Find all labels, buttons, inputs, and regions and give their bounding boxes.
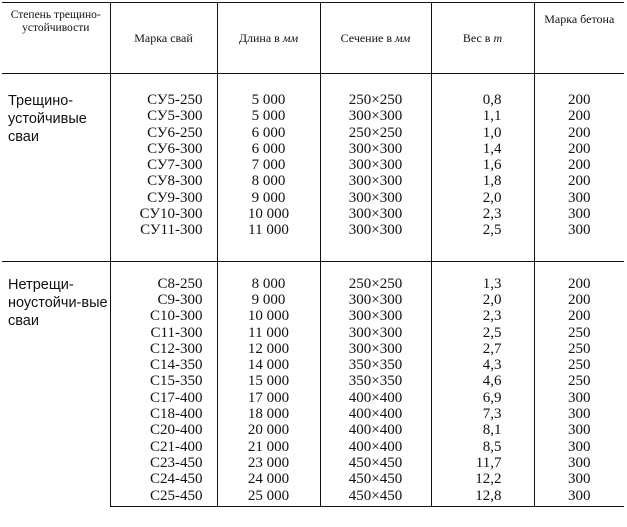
concrete-grade-cell: 200 <box>568 291 591 308</box>
section-cell: 300×300 <box>320 206 431 222</box>
section-cell: 300×300 <box>320 190 431 206</box>
weight-cell: 1,0 <box>431 125 534 141</box>
length-cell: 5 000 <box>217 92 320 108</box>
weight-cell: 1,6 <box>431 157 534 173</box>
pile-mark-cell: СУ11-300 <box>110 222 217 238</box>
concrete-grade-cell: 200 <box>568 173 591 190</box>
pile-mark-cell: С15-350 <box>110 373 217 389</box>
weight-cell: 4,3 <box>431 357 534 373</box>
header-pile-mark: Марка свай <box>110 3 217 74</box>
pile-mark-cell: СУ10-300 <box>110 206 217 222</box>
section-cell: 250×250 <box>320 276 431 292</box>
length-cell: 8 000 <box>217 276 320 292</box>
length-cell: 12 000 <box>217 341 320 357</box>
pile-mark-cell: С14-350 <box>110 357 217 373</box>
concrete-grade-cell: 300 <box>568 454 591 471</box>
header-section <box>320 3 431 74</box>
weight-cell: 2,7 <box>431 341 534 357</box>
concrete-grade-cell: 250 <box>568 373 591 390</box>
length-cell: 7 000 <box>217 157 320 173</box>
length-cell: 11 000 <box>217 222 320 238</box>
header-section-unit: мм <box>395 30 411 45</box>
section-cell: 400×400 <box>320 406 431 422</box>
section-cell: 300×300 <box>320 141 431 157</box>
concrete-grade-cell: 300 <box>534 488 624 507</box>
section-cell: 350×350 <box>320 373 431 389</box>
pile-mark-cell: СУ7-300 <box>110 157 217 173</box>
section-cell: 300×300 <box>320 173 431 189</box>
weight-cell: 0,8 <box>431 92 534 108</box>
concrete-grade-cell: 300 <box>568 206 591 223</box>
group-label: Нетрещи-ноустойчи-вые сваи <box>2 276 110 507</box>
weight-cell: 1,4 <box>431 141 534 157</box>
group-label: Трещино-устойчивые сваи <box>2 92 110 239</box>
section-cell: 300×300 <box>320 308 431 324</box>
concrete-grade-cell: 200 <box>568 124 591 141</box>
pile-mark-cell: СУ5-250 <box>110 92 217 108</box>
length-cell: 6 000 <box>217 141 320 157</box>
spacer-row <box>2 261 624 276</box>
pile-mark-cell: С23-450 <box>110 455 217 471</box>
pile-mark-cell: С8-250 <box>110 276 217 292</box>
spacer-cell <box>110 74 217 93</box>
pile-mark-cell: С18-400 <box>110 406 217 422</box>
length-cell: 10 000 <box>217 206 320 222</box>
spacer-cell <box>534 239 624 262</box>
length-cell: 8 000 <box>217 173 320 189</box>
weight-cell: 1,8 <box>431 173 534 189</box>
spacer-cell <box>217 239 320 262</box>
header-weight-text: Вес в <box>462 30 494 45</box>
spacer-cell <box>110 261 217 276</box>
length-cell: 15 000 <box>217 373 320 389</box>
header-weight-unit: т <box>493 30 503 45</box>
header-length <box>217 3 320 74</box>
weight-cell: 2,5 <box>431 222 534 238</box>
weight-cell: 1,3 <box>431 276 534 292</box>
length-cell: 25 000 <box>217 488 320 507</box>
pile-mark-cell: С10-300 <box>110 308 217 324</box>
pile-mark-cell: СУ5-300 <box>110 108 217 124</box>
weight-cell: 7,3 <box>431 406 534 422</box>
section-cell: 450×450 <box>320 455 431 471</box>
weight-cell: 12,2 <box>431 471 534 487</box>
spacer-cell <box>217 74 320 93</box>
spacer-cell <box>2 74 110 93</box>
section-cell: 450×450 <box>320 488 431 507</box>
table-row <box>2 276 624 292</box>
concrete-grade-cell: 200 <box>568 275 591 292</box>
weight-cell: 2,5 <box>431 325 534 341</box>
section-cell: 400×400 <box>320 439 431 455</box>
pile-mark-cell: С21-400 <box>110 439 217 455</box>
spacer-cell <box>2 261 110 276</box>
pile-mark-cell: С9-300 <box>110 292 217 308</box>
spacer-cell <box>534 74 624 93</box>
weight-cell: 1,1 <box>431 108 534 124</box>
length-cell: 21 000 <box>217 439 320 455</box>
weight-cell: 2,3 <box>431 206 534 222</box>
table-row <box>2 92 624 108</box>
concrete-grade-cell: 300 <box>568 422 591 439</box>
length-cell: 18 000 <box>217 406 320 422</box>
header-length-unit: мм <box>282 30 299 45</box>
pile-mark-cell: С24-450 <box>110 471 217 487</box>
spacer-cell <box>320 74 431 93</box>
length-cell: 14 000 <box>217 357 320 373</box>
length-cell: 5 000 <box>217 108 320 124</box>
pile-mark-cell: СУ8-300 <box>110 173 217 189</box>
spacer-row <box>2 74 624 93</box>
spacer-cell <box>110 239 217 262</box>
concrete-grade-cell: 300 <box>568 189 591 206</box>
concrete-grade-cell: 300 <box>568 222 591 239</box>
weight-cell: 12,8 <box>431 488 534 507</box>
header-weight <box>431 3 534 74</box>
section-cell: 450×450 <box>320 471 431 487</box>
length-cell: 9 000 <box>217 292 320 308</box>
pile-mark-cell: СУ6-300 <box>110 141 217 157</box>
concrete-grade-cell: 300 <box>568 389 591 406</box>
concrete-grade-cell: 250 <box>568 340 591 357</box>
concrete-grade-cell: 200 <box>568 308 591 325</box>
pile-mark-cell: С20-400 <box>110 422 217 438</box>
header-concrete-grade: Марка бетона <box>534 3 624 74</box>
section-cell: 350×350 <box>320 357 431 373</box>
header-section-text: Сечение в <box>340 30 396 45</box>
pile-mark-cell: С12-300 <box>110 341 217 357</box>
pile-mark-cell: СУ6-250 <box>110 125 217 141</box>
spacer-cell <box>431 261 534 276</box>
weight-cell: 2,0 <box>431 190 534 206</box>
weight-cell: 8,5 <box>431 439 534 455</box>
spacer-cell <box>217 261 320 276</box>
concrete-grade-cell: 200 <box>568 140 591 157</box>
length-cell: 23 000 <box>217 455 320 471</box>
weight-cell: 11,7 <box>431 455 534 471</box>
header-length-text: Длина в <box>238 30 283 45</box>
spacer-cell <box>431 74 534 93</box>
weight-cell: 2,3 <box>431 308 534 324</box>
concrete-grade-cell: 300 <box>568 471 591 488</box>
section-cell: 300×300 <box>320 222 431 238</box>
length-cell: 10 000 <box>217 308 320 324</box>
weight-cell: 4,6 <box>431 373 534 389</box>
length-cell: 17 000 <box>217 390 320 406</box>
weight-cell: 6,9 <box>431 390 534 406</box>
header-row <box>2 3 624 74</box>
spacer-cell <box>431 239 534 262</box>
pile-mark-cell: СУ9-300 <box>110 190 217 206</box>
pile-mark-cell: С25-450 <box>110 488 217 507</box>
section-cell: 300×300 <box>320 157 431 173</box>
spacer-cell <box>320 261 431 276</box>
concrete-grade-cell: 200 <box>568 108 591 125</box>
section-cell: 300×300 <box>320 108 431 124</box>
concrete-grade-cell: 250 <box>568 324 591 341</box>
length-cell: 24 000 <box>217 471 320 487</box>
section-cell: 300×300 <box>320 341 431 357</box>
spacer-cell <box>320 239 431 262</box>
spacer-row <box>2 239 624 262</box>
weight-cell: 8,1 <box>431 422 534 438</box>
concrete-grade-cell: 250 <box>568 357 591 374</box>
length-cell: 11 000 <box>217 325 320 341</box>
concrete-grade-cell: 300 <box>568 406 591 423</box>
length-cell: 6 000 <box>217 125 320 141</box>
section-cell: 400×400 <box>320 390 431 406</box>
section-cell: 300×300 <box>320 292 431 308</box>
concrete-grade-cell: 300 <box>568 438 591 455</box>
section-cell: 250×250 <box>320 125 431 141</box>
concrete-grade-cell: 200 <box>568 92 591 108</box>
spacer-cell <box>2 239 110 262</box>
section-cell: 300×300 <box>320 325 431 341</box>
piles-table <box>2 2 624 507</box>
weight-cell: 2,0 <box>431 292 534 308</box>
concrete-grade-cell: 200 <box>568 157 591 174</box>
spacer-cell <box>534 261 624 276</box>
length-cell: 20 000 <box>217 422 320 438</box>
length-cell: 9 000 <box>217 190 320 206</box>
pile-mark-cell: С11-300 <box>110 325 217 341</box>
section-cell: 400×400 <box>320 422 431 438</box>
section-cell: 250×250 <box>320 92 431 108</box>
header-crack-resistance: Степень трещино-устойчивости <box>2 3 110 74</box>
pile-mark-cell: С17-400 <box>110 390 217 406</box>
